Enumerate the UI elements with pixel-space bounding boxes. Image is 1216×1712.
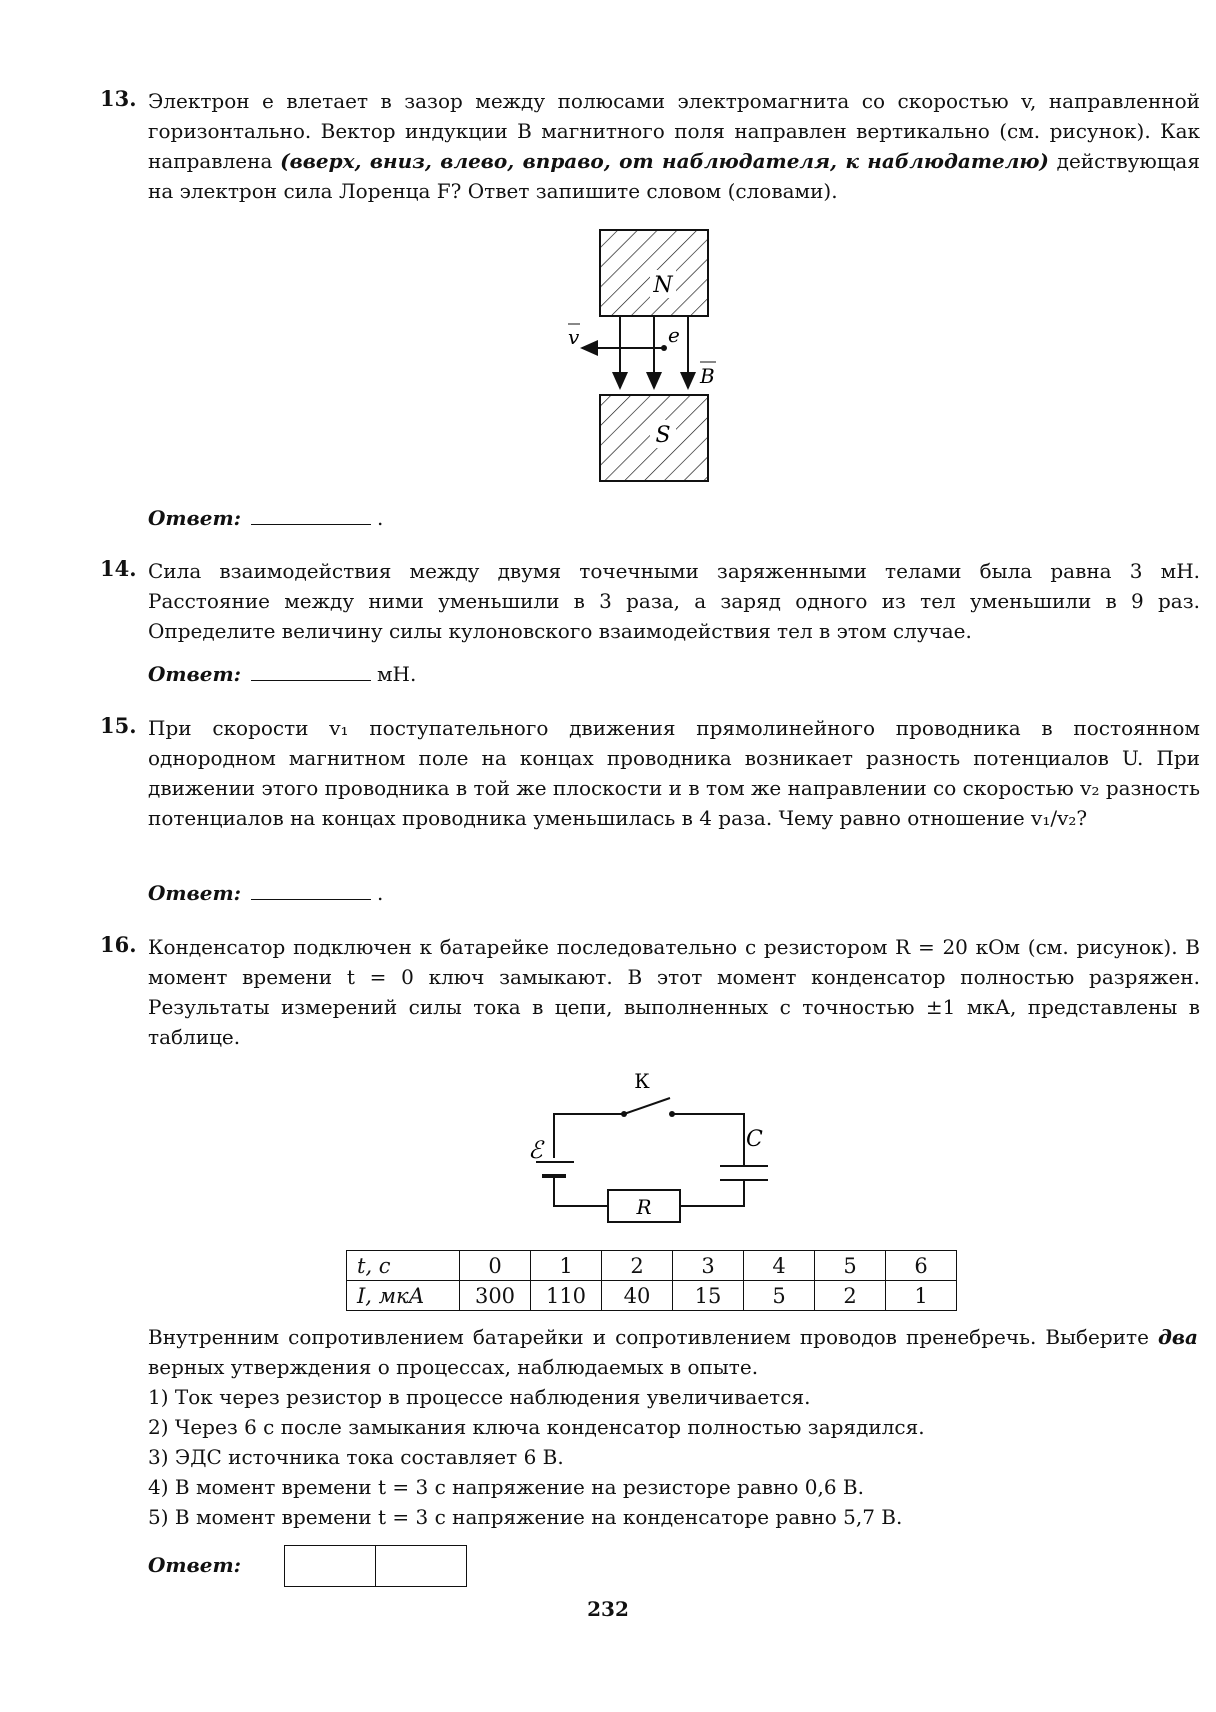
table-cell: 5 bbox=[815, 1251, 886, 1281]
table-cell: 15 bbox=[673, 1281, 744, 1311]
table-cell: 300 bbox=[460, 1281, 531, 1311]
answer-13: Ответ: . bbox=[148, 506, 384, 530]
instruction-text: Внутренним сопротивлением батарейки и сопротивлением проводов пренебречь. Выберите два верных утверждения о процессах, наблюдаемых в опыте. bbox=[148, 1325, 1198, 1379]
table-cell: 1 bbox=[531, 1251, 602, 1281]
task-number: 14. bbox=[100, 556, 137, 581]
answer-blank[interactable] bbox=[251, 660, 371, 681]
task-16 bbox=[100, 932, 1200, 1052]
task-15 bbox=[100, 713, 1200, 833]
answer-blank[interactable] bbox=[251, 879, 371, 900]
row-header-time: t, с bbox=[347, 1251, 460, 1281]
table-cell: 110 bbox=[531, 1281, 602, 1311]
table-cell: 40 bbox=[602, 1281, 673, 1311]
page-number: 232 bbox=[587, 1597, 629, 1621]
option-4: 4) В момент времени t = 3 с напряжение на резисторе равно 0,6 В. bbox=[148, 1475, 864, 1499]
answer-blank[interactable] bbox=[251, 504, 371, 525]
answer-16: Ответ: bbox=[148, 1553, 241, 1577]
task-text: При скорости v₁ поступательного движения прямолинейного проводника в постоянном однородном магнитном поле на концах проводника возникает разность потенциалов U. При движении этого проводника в той же плоскости и в том же направлении со скоростью v₂ разность потенциалов на концах проводника уменьшилась в 4 раза. Чему равно отношение v₁/v₂? bbox=[148, 716, 1200, 830]
task-text: Сила взаимодействия между двумя точечными заряженными телами была равна 3 мН. Расстояние между ними уменьшили в 3 раза, а заряд одного из тел уменьшили в 9 раз. Определите величину силы кулоновского взаимодействия тел в этом случае. bbox=[148, 559, 1200, 643]
capacitor-symbol bbox=[680, 1127, 768, 1206]
task-text: Электрон e влетает в зазор между полюсами электромагнита со скоростью v, направленной горизонтально. Вектор индукции B магнитного поля направлен вертикально (см. рисунок). Как направлена (вверх, вниз, влево, вправо, от наблюдателя, к наблюдателю) действующая на электрон сила Лоренца F? Ответ запишите словом (словами). bbox=[148, 89, 1200, 203]
table-cell: 5 bbox=[744, 1281, 815, 1311]
field-label: B bbox=[700, 364, 715, 388]
capacitor-label: C bbox=[746, 1127, 763, 1152]
electron-label: e bbox=[668, 323, 680, 347]
battery-symbol bbox=[528, 1136, 608, 1206]
table-row bbox=[347, 1281, 957, 1311]
task-text: Конденсатор подключен к батарейке последовательно с резистором R = 20 кОм (см. рисунок). В момент времени t = 0 ключ замыкают. В этот момент конденсатор полностью разряжен. Результаты измерений силы тока в цепи, выполненных с точностью ±1 мкА, представлены в таблице. bbox=[148, 935, 1200, 1049]
answer-14: Ответ: мН. bbox=[148, 662, 417, 686]
row-header-current: I, мкА bbox=[347, 1281, 460, 1311]
option-1: 1) Ток через резистор в процессе наблюдения увеличивается. bbox=[148, 1385, 811, 1409]
table-cell: 1 bbox=[886, 1281, 957, 1311]
resistor-label: R bbox=[636, 1195, 652, 1219]
field-label-group bbox=[699, 362, 716, 388]
velocity-label: v bbox=[568, 325, 580, 349]
table-cell: 0 bbox=[460, 1251, 531, 1281]
velocity-vector bbox=[568, 324, 667, 351]
answer-16-boxes bbox=[284, 1545, 467, 1587]
task-number: 13. bbox=[100, 86, 137, 111]
option-3: 3) ЭДС источника тока составляет 6 В. bbox=[148, 1445, 564, 1469]
table-cell: 2 bbox=[815, 1281, 886, 1311]
table-cell: 2 bbox=[602, 1251, 673, 1281]
task-16-instructions bbox=[148, 1322, 1198, 1532]
answer-box-2[interactable] bbox=[376, 1545, 467, 1587]
measurements-table bbox=[346, 1250, 957, 1311]
answer-box-1[interactable] bbox=[284, 1545, 376, 1587]
task-number: 16. bbox=[100, 932, 137, 957]
north-label: N bbox=[653, 273, 673, 298]
answer-15: Ответ: . bbox=[148, 881, 384, 905]
south-label: S bbox=[655, 423, 671, 448]
table-cell: 6 bbox=[886, 1251, 957, 1281]
option-5: 5) В момент времени t = 3 с напряжение на конденсаторе равно 5,7 В. bbox=[148, 1505, 903, 1529]
option-2: 2) Через 6 с после замыкания ключа конденсатор полностью зарядился. bbox=[148, 1415, 925, 1439]
key-switch bbox=[554, 1098, 744, 1166]
south-pole bbox=[600, 395, 708, 481]
task-14 bbox=[100, 556, 1200, 646]
table-row bbox=[347, 1251, 957, 1281]
table-cell: 4 bbox=[744, 1251, 815, 1281]
task-number: 15. bbox=[100, 713, 137, 738]
resistor-symbol bbox=[608, 1190, 680, 1222]
north-pole bbox=[600, 230, 708, 316]
task-13 bbox=[100, 86, 1200, 206]
key-label: К bbox=[634, 1069, 650, 1093]
circuit-diagram bbox=[520, 1062, 770, 1232]
table-cell: 3 bbox=[673, 1251, 744, 1281]
emf-label: ℰ bbox=[528, 1136, 543, 1164]
electromagnet-figure bbox=[560, 228, 740, 490]
